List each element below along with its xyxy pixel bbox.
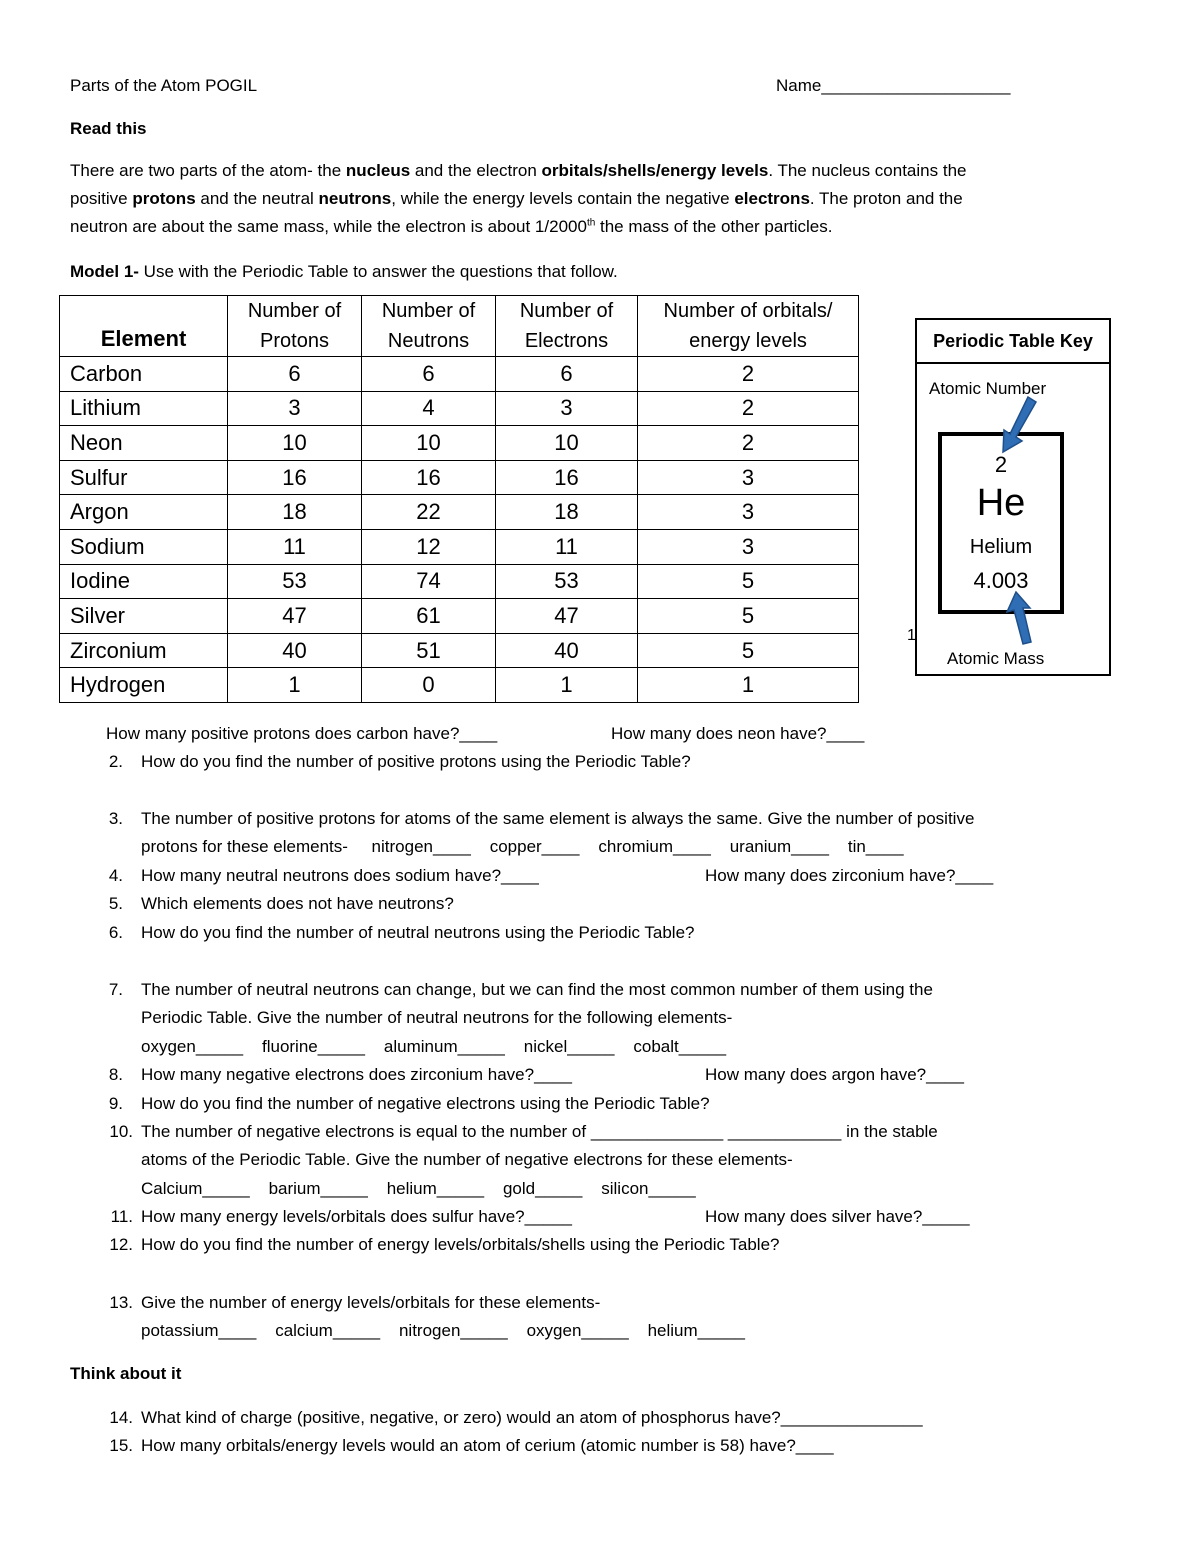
value-cell: 22 (362, 495, 496, 530)
intro-text: . The proton and the (809, 189, 963, 208)
element-name-cell: Zirconium (60, 633, 228, 668)
value-cell: 1 (638, 668, 859, 703)
value-cell: 3 (228, 391, 362, 426)
value-cell: 40 (496, 633, 638, 668)
value-cell: 53 (496, 564, 638, 599)
atomic-mass-label: Atomic Mass (947, 649, 1045, 668)
value-cell: 40 (228, 633, 362, 668)
value-cell: 11 (496, 529, 638, 564)
value-cell: 51 (362, 633, 496, 668)
intro-text: and the electron (410, 161, 542, 180)
key-term: protons (132, 189, 196, 208)
question-7-elements: oxygen_____ fluorine_____ aluminum_____ nickel_____ cobalt_____ (141, 1037, 727, 1056)
value-cell: 4 (362, 391, 496, 426)
value-cell: 12 (362, 529, 496, 564)
intro-line-3: neutron are about the same mass, while the electron is about 1/2000th the mass of the other particles. (70, 217, 833, 236)
value-cell: 2 (638, 391, 859, 426)
table-header: Number of Protons (228, 296, 362, 357)
value-cell: 5 (638, 633, 859, 668)
tile-atomic-mass: 4.003 (973, 568, 1029, 593)
value-cell: 3 (638, 529, 859, 564)
element-name-cell: Sulfur (60, 460, 228, 495)
read-this-heading: Read this (70, 119, 147, 138)
key-title: Periodic Table Key (917, 320, 1109, 364)
value-cell: 3 (638, 460, 859, 495)
element-name-cell: Sodium (60, 529, 228, 564)
model-1-caption: Model 1- Use with the Periodic Table to answer the questions that follow. (70, 262, 618, 281)
element-name-cell: Iodine (60, 564, 228, 599)
value-cell: 61 (362, 599, 496, 634)
tile-atomic-number: 2 (994, 452, 1008, 477)
element-name-cell: Argon (60, 495, 228, 530)
element-name-cell: Carbon (60, 357, 228, 392)
value-cell: 74 (362, 564, 496, 599)
value-cell: 6 (228, 357, 362, 392)
key-term: neutrons (318, 189, 392, 208)
think-about-it-heading: Think about it (70, 1364, 182, 1383)
value-cell: 6 (496, 357, 638, 392)
value-cell: 5 (638, 599, 859, 634)
key-term: nucleus (345, 161, 411, 180)
question-10-line-2: atoms of the Periodic Table. Give the number of negative electrons for these elements- (141, 1150, 793, 1169)
intro-text: and the neutral (195, 189, 319, 208)
key-term: electrons (734, 189, 810, 208)
intro-text: , while the energy levels contain the negative (391, 189, 735, 208)
table-header: Number of orbitals/ energy levels (638, 296, 859, 357)
question-1a: How many positive protons does carbon have?____ (106, 724, 498, 743)
table-header: Element (60, 296, 228, 357)
value-cell: 2 (638, 357, 859, 392)
value-cell: 3 (638, 495, 859, 530)
element-name-cell: Silver (60, 599, 228, 634)
value-cell: 10 (228, 426, 362, 461)
value-cell: 1 (228, 668, 362, 703)
element-name-cell: Hydrogen (60, 668, 228, 703)
value-cell: 3 (496, 391, 638, 426)
key-term: orbitals/shells/energy levels (541, 161, 769, 180)
atomic-number-label: Atomic Number (929, 379, 1047, 398)
value-cell: 16 (362, 460, 496, 495)
value-cell: 0 (362, 668, 496, 703)
question-1b: How many does neon have?____ (611, 724, 865, 743)
table-header: Number of Neutrons (362, 296, 496, 357)
value-cell: 5 (638, 564, 859, 599)
name-field[interactable]: Name____________________ (776, 76, 1011, 95)
table-header: Number of Electrons (496, 296, 638, 357)
value-cell: 53 (228, 564, 362, 599)
value-cell: 47 (496, 599, 638, 634)
value-cell: 10 (362, 426, 496, 461)
element-name-cell: Lithium (60, 391, 228, 426)
worksheet-title: Parts of the Atom POGIL (70, 76, 258, 95)
value-cell: 18 (496, 495, 638, 530)
atomic-mass-arrow-icon (1007, 592, 1031, 644)
tile-element-name: Helium (969, 536, 1033, 558)
question-3-elements: protons for these elements- nitrogen____ copper____ chromium____ uranium____ tin____ (141, 837, 904, 856)
tile-symbol: He (976, 482, 1026, 524)
intro-text: There are two parts of the atom- the (70, 161, 346, 180)
value-cell: 10 (496, 426, 638, 461)
question-10-elements: Calcium_____ barium_____ helium_____ gold_____ silicon_____ (141, 1179, 696, 1198)
question-13-elements: potassium____ calcium_____ nitrogen_____ oxygen_____ helium_____ (141, 1321, 745, 1340)
atomic-number-arrow-icon (1003, 397, 1036, 452)
value-cell: 18 (228, 495, 362, 530)
intro-text: . The nucleus contains the (768, 161, 967, 180)
value-cell: 16 (496, 460, 638, 495)
value-cell: 2 (638, 426, 859, 461)
stray-mark: 1 (907, 627, 916, 644)
value-cell: 47 (228, 599, 362, 634)
value-cell: 16 (228, 460, 362, 495)
value-cell: 1 (496, 668, 638, 703)
value-cell: 6 (362, 357, 496, 392)
element-name-cell: Neon (60, 426, 228, 461)
question-7-line-2: Periodic Table. Give the number of neutral neutrons for the following elements- (141, 1008, 733, 1027)
value-cell: 11 (228, 529, 362, 564)
intro-text: positive (70, 189, 133, 208)
